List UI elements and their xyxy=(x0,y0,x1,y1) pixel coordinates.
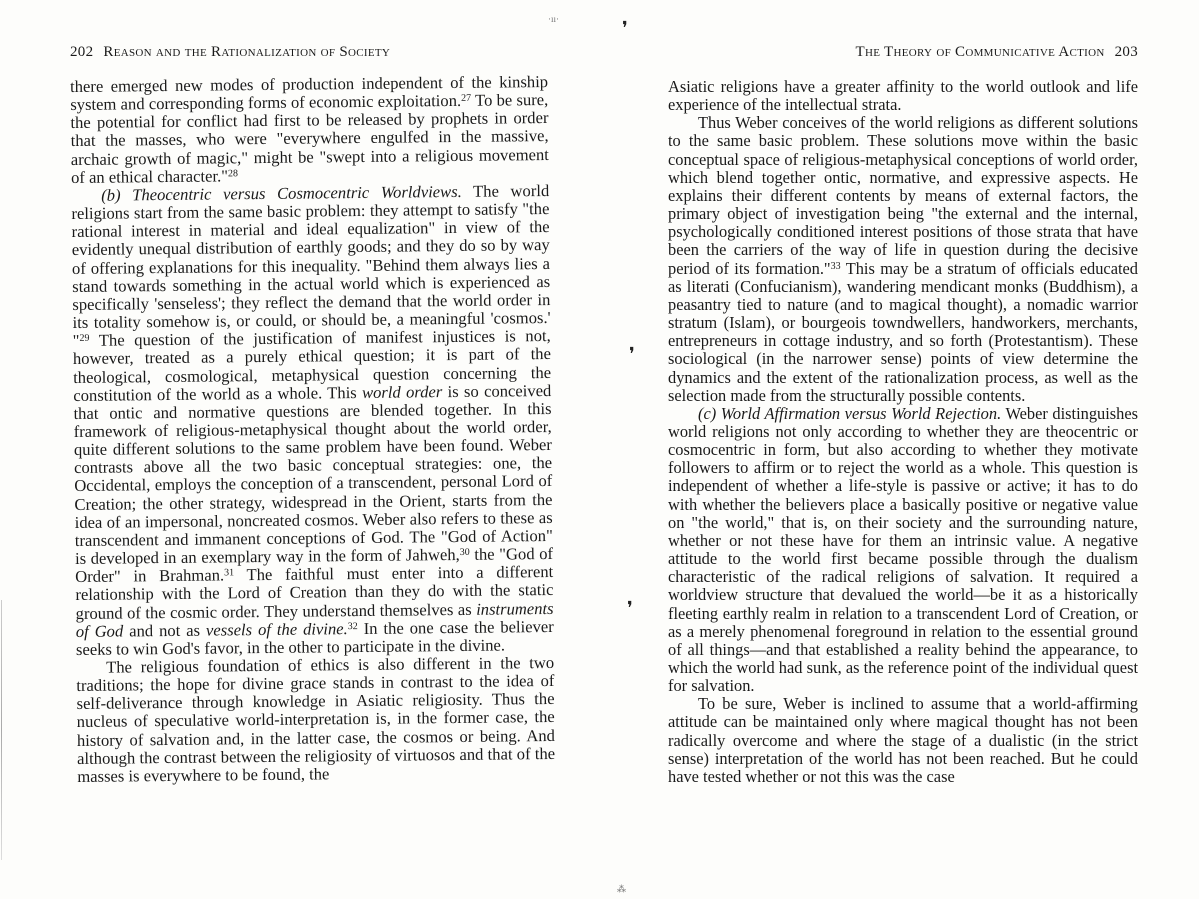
gutter-speck: ·ıı· xyxy=(548,14,559,24)
footnote-ref: 28 xyxy=(227,168,239,180)
text-run: there emerged new modes of production independent of the kinship system and corresponding forms of economic exploitation. xyxy=(69,71,549,115)
page-edge-shadow xyxy=(1,600,2,860)
text-run: This may be a stratum of officials educated as literati (Confucianism), wandering mendicant monks (Buddhism), a peasantry tied to nature (and to magical thought), a nomadic warrior stratum (Islam), or bourgeois towndwellers, handworkers, merchants, entrepreneurs in cottage industry, and so forth (Protestantism). These sociological (in the narrower sense) points of view determine the dynamics and the extent of the rationalization process, as well as the selection made from the structurally possible contents. xyxy=(668,258,1138,405)
text-run: In the one case the believer seeks to win God's favor, in the other to participate in the divine. xyxy=(75,616,554,659)
text-run: The faithful must enter into a different relationship with the Lord of Creation than they do with the static ground of the cosmic order. They understand themselves as xyxy=(75,562,554,623)
footnote-ref: 33 xyxy=(830,260,841,272)
right-page-number: 203 xyxy=(1114,44,1138,60)
italic-text: (c) World Affirmation versus World Rejection. xyxy=(698,403,1002,423)
text-run: To be sure, the potential for conflict had first to be released by prophets in order that the masses, who were "everywhere engulfed in the massive, archaic growth of magic," might be "swept into a religious movement of an ethical character." xyxy=(70,90,549,187)
paragraph xyxy=(76,654,555,786)
left-running-title: Reason and the Rationalization of Society xyxy=(103,44,391,60)
right-body-text xyxy=(668,78,1138,786)
text-run: The question of the justification of manifest injustices is not, however, treated as a purely ethical question; it is part of the theological, cosmological, metaphysical question concerning the constitution of the world as a whole. This xyxy=(72,326,552,405)
paragraph xyxy=(668,695,1138,786)
text-run: is so conceived that ontic and normative questions are blended together. In this framework of religious-metaphysical thought about the world order, quite different solutions to the same problem have been found. Weber contrasts above all the two basic conceptual strategies: one, the Occidental, employs the conception of a transcendent, personal Lord of Creation; the other strategy, widespread in the Orient, starts from the idea of an impersonal, noncreated cosmos. Weber also refers to these as transcendent and immanent conceptions of God. The "God of Action" is developed in an exemplary way in the form of Jahweh, xyxy=(73,380,553,569)
gutter-speck: ❜ xyxy=(629,344,635,364)
left-running-head xyxy=(70,44,390,61)
paragraph xyxy=(71,182,554,659)
italic-text: (b) Theocentric versus Cosmocentric Worldviews. xyxy=(101,181,462,205)
footnote-ref: 30 xyxy=(459,546,470,559)
text-run: Thus Weber conceives of the world religions as different solutions to the same basic problem. These solutions move within the basic conceptual space of religious-metaphysical conceptions of world order, which blend together ontic, normative, and expressive aspects. He explains their different contents by means of external factors, the primary object of investigation being "the external and the internal, psychologically conditioned interest positions of those strata that have been the carriers of the way of life in question during the decisive period of its formation." xyxy=(668,113,1138,278)
footnote-ref: 31 xyxy=(224,567,235,579)
gutter-speck: ⁂ xyxy=(617,884,626,894)
right-running-head xyxy=(856,44,1138,61)
italic-text: instruments of God xyxy=(75,598,554,641)
left-page-number: 202 xyxy=(70,44,94,60)
paragraph xyxy=(668,114,1138,405)
paragraph xyxy=(668,78,1138,114)
text-run: Asiatic religions have a greater affinity to the world outlook and life experience of the intellectual strata. xyxy=(668,77,1138,115)
italic-text: world order xyxy=(361,381,443,402)
left-body-text xyxy=(70,73,555,786)
text-run: and not as xyxy=(123,620,207,641)
gutter-speck: ❜ xyxy=(622,18,628,38)
paragraph xyxy=(70,73,549,187)
text-run: To be sure, Weber is inclined to assume that a world-affirming attitude can be maintained only where magical thought has not been radically overcome and where the stage of a dualistic (in the strict sense) interpretation of the world has not been reached. But he could have tested whether or not this was the case xyxy=(668,694,1138,786)
gutter-speck: ❜ xyxy=(627,598,633,618)
text-run: Weber distinguishes world religions not only according to whether they are theocentric or cosmocentric in form, but also according to whether they motivate followers to affirm or to reject the world as a whole. This question is independent of whether a life-style is passive or active; it has to do with whether the believers place a basically positive or negative value on "the world," that is, on their society and the surrounding nature, whether or not these have for them an intrinsic value. A negative attitude to the world first became possible through the dualism characteristic of the radical religions of salvation. It required a worldview structure that devalued the world—be it as a historically fleeting earthly realm in relation to a transcendent Lord of Creation, or as a merely phenomenal foreground in relation to the essential ground of all things—and that established a reality behind the appearance, to which the world had sunk, as the reference point of the individual quest for salvation. xyxy=(668,403,1138,696)
italic-text: vessels of the divine. xyxy=(205,618,348,640)
right-running-title: The Theory of Communicative Action xyxy=(855,44,1105,60)
footnote-ref: 32 xyxy=(347,620,358,632)
footnote-ref: 29 xyxy=(79,332,90,345)
text-run: The religious foundation of ethics is also different in the two traditions; the hope for divine grace stands in contrast to the idea of self-deliverance through knowledge in Asiatic religiosity. Thus the nucleus of speculative world-interpretation is, in the former case, the history of salvation and, in the latter case, the cosmos or being. And although the contrast between the religiosity of virtuosos and that of the masses is everywhere to be found, the xyxy=(76,652,556,786)
paragraph xyxy=(668,405,1138,696)
text-run: the "God of Order" in Brahman. xyxy=(75,544,554,587)
footnote-ref: 27 xyxy=(461,92,472,105)
text-run: The world religions start from the same basic problem: they attempt to satisfy "the rational interest in material and ideal equalization" in view of the evidently unequal distribution of earthly goods; and they do so by way of offering explanations for this inequality. "Behind them always lies a stand towards something in the actual world which is experienced as specifically 'senseless'; they reflect the demand that the world order in its totality somehow is, or could, or should be, a meaningful 'cosmos.' " xyxy=(71,180,551,351)
